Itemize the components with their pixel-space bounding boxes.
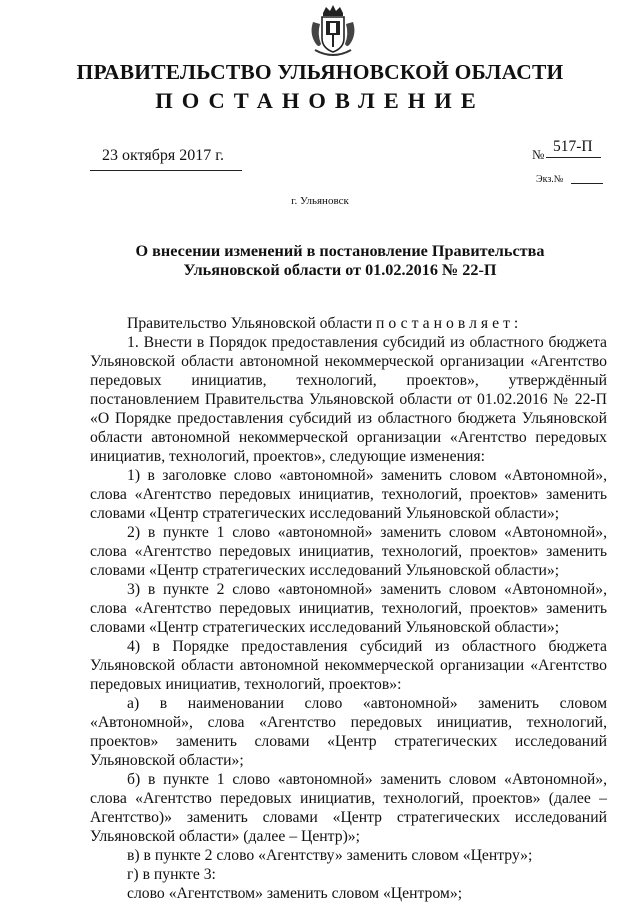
paragraph: 2) в пункте 1 слово «автономной» заменить словом «Автономной», слова «Агентство передовых инициатив, технологий, проектов» заменить словами «Центр стратегических исследований Ульяновской области»;	[90, 524, 607, 579]
document-date: 23 октября 2017 г.	[102, 147, 224, 164]
number-underline	[546, 157, 601, 158]
paragraph: б) в пункте 1 слово «автономной» заменить словом «Автономной», слова «Агентство передовых инициатив, технологий, проектов» (далее – Агентство)» заменить словами «Центр стратегических исследований Ульяновской области» (далее – Центр)»;	[90, 771, 607, 845]
date-underline	[90, 170, 242, 171]
paragraph: слово «Агентством» заменить словом «Центром»;	[127, 885, 463, 902]
copy-number-underline	[571, 183, 603, 184]
paragraph: 1. Внести в Порядок предоставления субсидий из областного бюджета Ульяновской области автономной некоммерческой организации «Агентство передовых инициатив, технологий, проектов», утверждённый постановлением Правительства Ульяновской области от 01.02.2016 № 22-П «О Порядке предоставления субсидий из областного бюджета Ульяновской области автономной некоммерческой организации «Агентство передовых инициатив, технологий, проектов», следующие изменения:	[90, 334, 607, 465]
intro-paragraph: Правительство Ульяновской области постановляет:	[127, 315, 523, 332]
number-sign: №	[532, 147, 545, 162]
paragraph: 4) в Порядке предоставления субсидий из областного бюджета Ульяновской области автономной некоммерческой организации «Агентство передовых инициатив, технологий, проектов»:	[90, 638, 607, 693]
document-title	[0, 242, 640, 280]
document-body	[90, 314, 607, 903]
document-number: 517-П	[553, 138, 593, 155]
document-type: ПОСТАНОВЛЕНИЕ	[155, 88, 485, 113]
copy-number-label: Экз.№	[536, 174, 564, 185]
government-name: ПРАВИТЕЛЬСТВО УЛЬЯНОВСКОЙ ОБЛАСТИ	[76, 60, 564, 84]
coat-of-arms-icon	[307, 4, 359, 60]
paragraph: г) в пункте 3:	[127, 866, 216, 883]
paragraph: а) в наименовании слово «автономной» заменить словом «Автономной», слова «Агентство передовых инициатив, технологий, проектов» заменить словами «Центр стратегических исследований Ульяновской области»;	[90, 695, 607, 769]
paragraph: в) в пункте 2 слово «Агентству» заменить словом «Центру»;	[127, 847, 533, 864]
title-line-2: Ульяновской области от 01.02.2016 № 22-П	[183, 261, 497, 279]
paragraph: 1) в заголовке слово «автономной» заменить словом «Автономной», слова «Агентство передовых инициатив, технологий, проектов» заменить словами «Центр стратегических исследований Ульяновской области»;	[90, 467, 607, 522]
title-line-1: О внесении изменений в постановление Правительства	[135, 242, 545, 260]
paragraph: 3) в пункте 2 слово «автономной» заменить словом «Автономной», слова «Агентство передовых инициатив, технологий, проектов» заменить словами «Центр стратегических исследований Ульяновской области»;	[90, 581, 607, 636]
city: г. Ульяновск	[291, 195, 349, 207]
